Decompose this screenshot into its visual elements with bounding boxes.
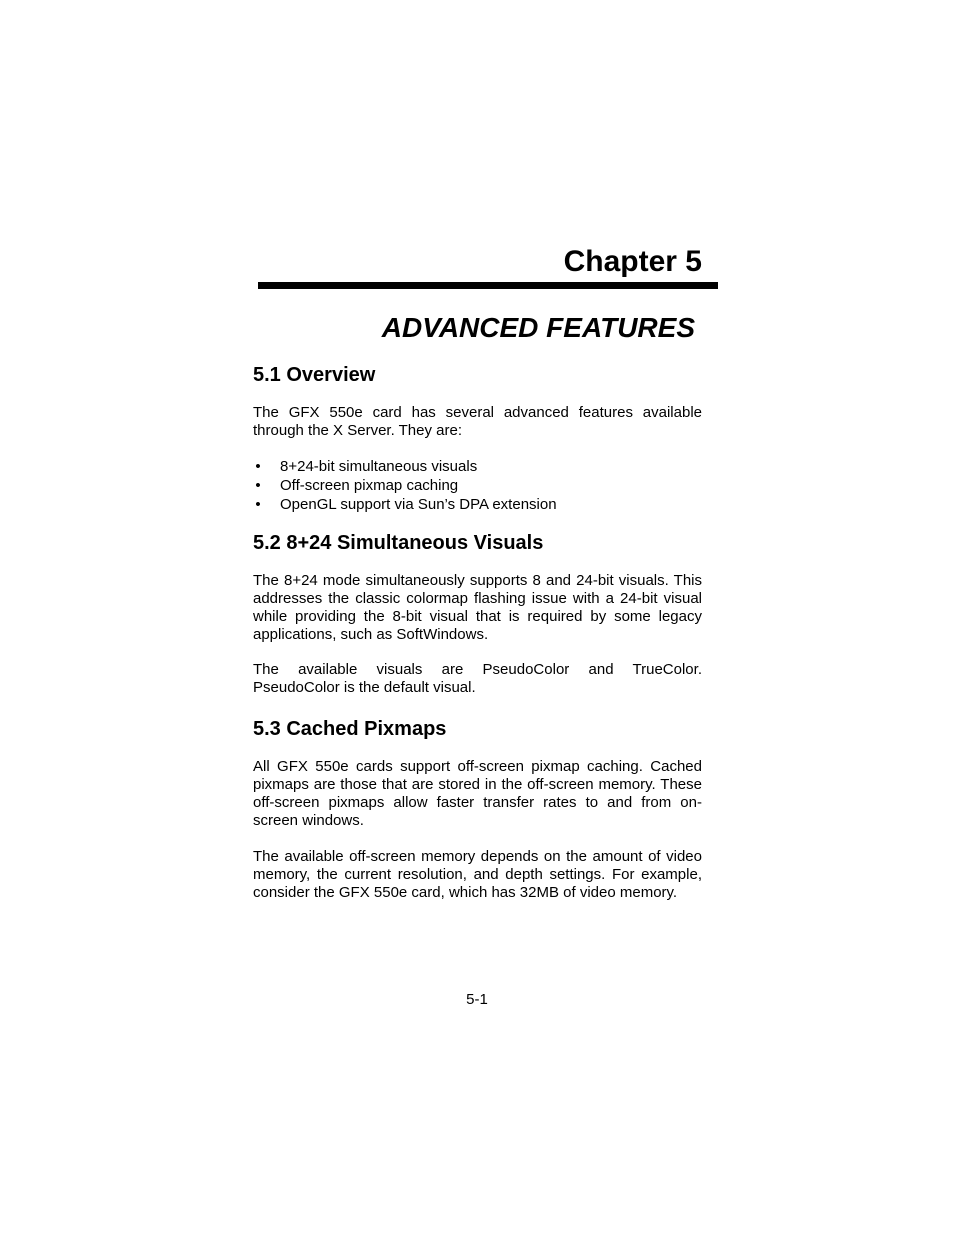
paragraph: All GFX 550e cards support off-screen pixmap caching. Cached pixmaps are those that are stored in the off-screen memory. These off-screen pixmaps allow faster transfer rates to and from on-screen windows. <box>253 758 702 829</box>
bullet-icon: • <box>255 458 261 475</box>
list-item <box>253 495 702 514</box>
paragraph: The 8+24 mode simultaneously supports 8 and 24-bit visuals. This addresses the classic colormap flashing issue with a 24-bit visual while providing the 8-bit visual that is required by some legacy applications, such as SoftWindows. <box>253 572 702 643</box>
bullet-icon: • <box>255 496 261 513</box>
section-simultaneous-visuals <box>253 529 702 697</box>
section-heading: 5.3 Cached Pixmaps <box>253 718 447 740</box>
list-item-text: OpenGL support via Sun’s DPA extension <box>280 496 557 513</box>
page-number: 5-1 <box>466 991 488 1008</box>
list-item-text: 8+24-bit simultaneous visuals <box>280 458 478 475</box>
section-overview <box>253 361 702 514</box>
list-item <box>253 476 702 495</box>
chapter-title: Chapter 5 <box>563 245 702 278</box>
list-item <box>253 457 702 476</box>
paragraph: The GFX 550e card has several advanced features available through the X Server. They are: <box>253 404 702 439</box>
paragraph: The available visuals are PseudoColor and TrueColor. PseudoColor is the default visual. <box>253 661 702 696</box>
section-cached-pixmaps <box>253 715 702 902</box>
document-body <box>253 361 702 902</box>
paragraph: The available off-screen memory depends on the amount of video memory, the current resolution, and depth settings. For example, consider the GFX 550e card, which has 32MB of video memory. <box>253 848 702 901</box>
bullet-icon: • <box>255 477 261 494</box>
list-item-text: Off-screen pixmap caching <box>280 477 459 494</box>
chapter-subtitle: ADVANCED FEATURES <box>381 312 695 343</box>
section-heading: 5.2 8+24 Simultaneous Visuals <box>253 532 544 554</box>
feature-list <box>253 457 702 514</box>
section-heading: 5.1 Overview <box>253 364 376 386</box>
chapter-divider <box>258 282 718 289</box>
